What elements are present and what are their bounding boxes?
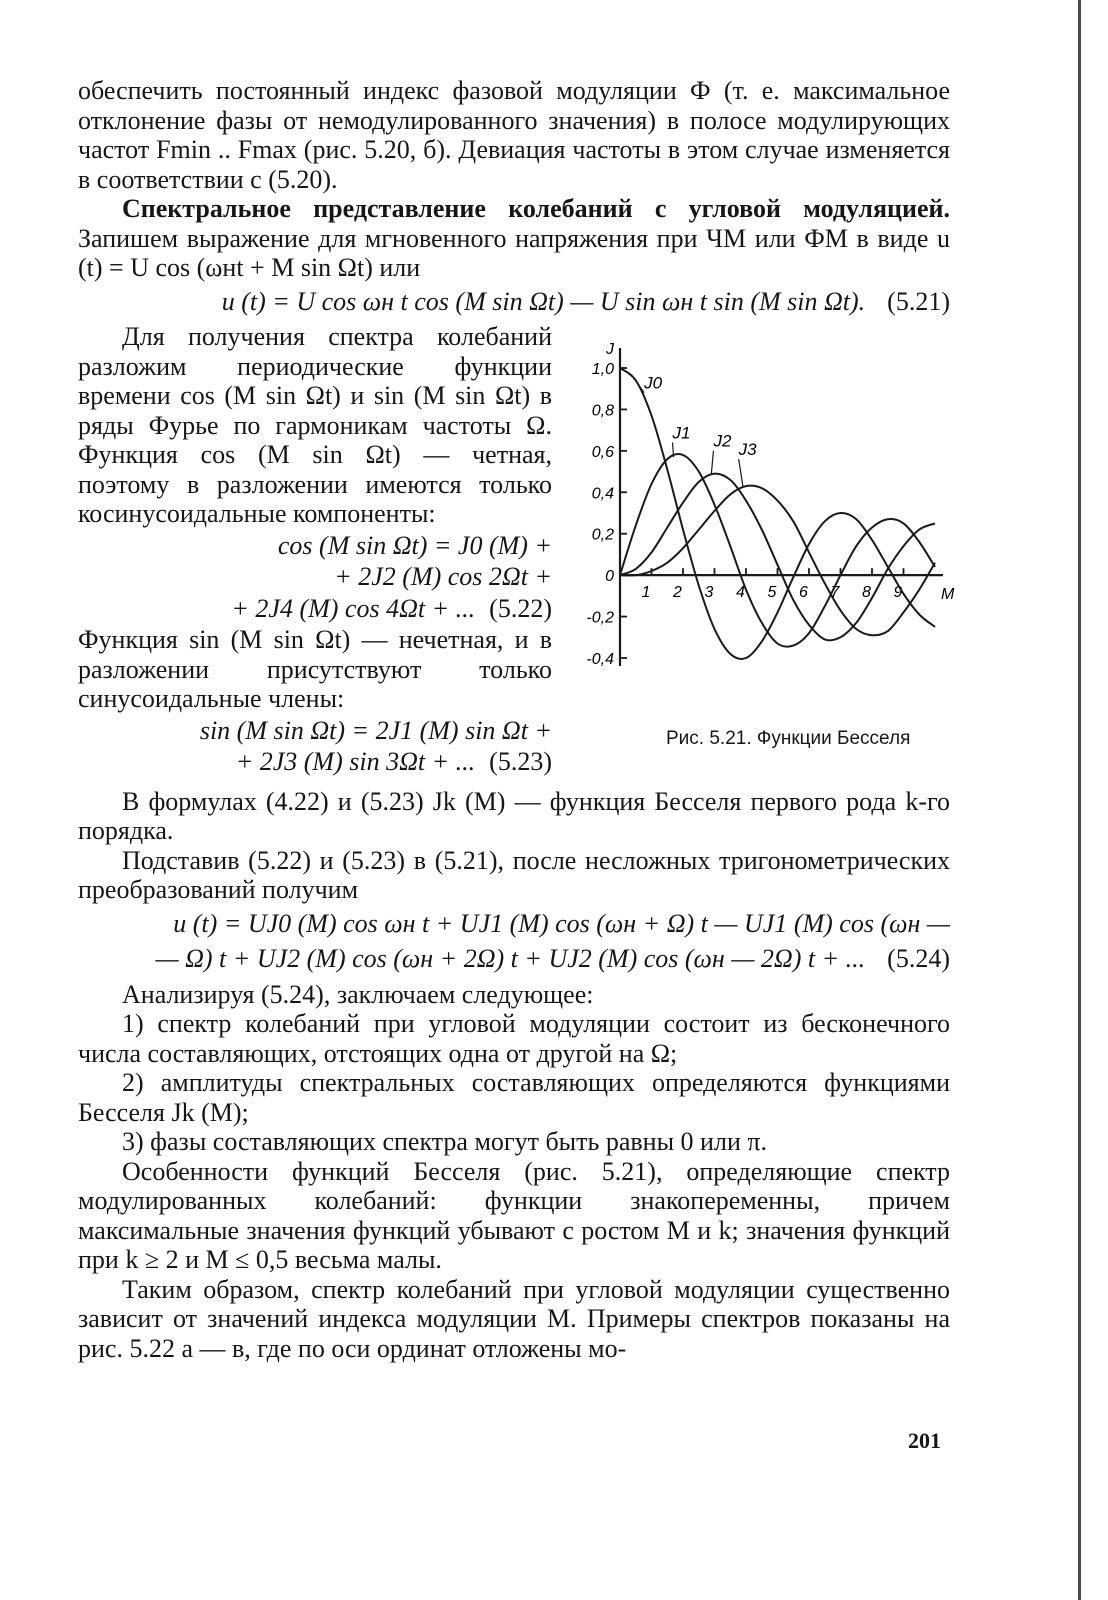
formula-5-22-line-3: + 2J4 (M) cos 4Ωt + ... (5.22) <box>231 593 552 623</box>
formula-number: (5.24) <box>887 944 950 973</box>
paragraph-1: обеспечить постоянный индекс фазовой модуляции Ф (т. е. максимальное отклонение фазы от немодулированного значения) в полосе модулирующих частот Fmin .. Fmax (рис. 5.20, б). Девиация частоты в этом случае изменяется в соответствии с (5.20). <box>78 76 950 194</box>
formula-5-22-line-2: + 2J2 (M) cos 2Ωt + <box>334 562 552 591</box>
paragraph-9: Таким образом, спектр колебаний при угловой модуляции существенно зависит от значений индекса модуляции M. Примеры спектров показаны на рис. 5.22 а — в, где по оси ординат отложены мо- <box>78 1274 950 1363</box>
paragraph-5: В формулах (4.22) и (5.23) Jk (M) — функция Бесселя первого рода k-го порядка. <box>78 786 950 845</box>
section-heading: Спектральное представление колебаний с угловой модуляцией. <box>122 194 950 223</box>
y-tick-label: 0,6 <box>591 443 614 461</box>
page-edge-line <box>1078 0 1081 1600</box>
list-item-3: 3) фазы составляющих спектра могут быть равны 0 или π. <box>122 1127 767 1156</box>
figure-bessel <box>570 328 955 758</box>
x-tick-label: 7 <box>830 584 840 602</box>
curve-label-J3: J3 <box>738 440 757 459</box>
y-tick-label: 0,2 <box>591 526 614 544</box>
formula-5-24-line-1: u (t) = UJ0 (M) cos ωн t + UJ1 (M) cos (ωн + Ω) t — UJ1 (M) cos (ωн — <box>173 908 950 938</box>
paragraph-6: Подставив (5.22) и (5.23) в (5.21), после несложных тригонометрических преобразований получим <box>78 845 950 904</box>
curve-label-J1: J1 <box>672 423 691 443</box>
paragraph-2 <box>78 194 950 283</box>
x-axis-label: M <box>941 586 955 604</box>
paragraph-2-text: Запишем выражение для мгновенного напряжения при ЧМ или ФМ в виде u (t) = U cos (ωнt + M sin Ωt) или <box>78 223 950 282</box>
x-tick-label: 6 <box>799 584 808 602</box>
formula-number: (5.21) <box>887 286 950 316</box>
x-tick-label: 8 <box>862 584 871 602</box>
page-body <box>78 76 955 1363</box>
x-tick-label: 1 <box>641 584 651 602</box>
x-tick-label: 5 <box>767 584 777 602</box>
y-tick-label: 0 <box>605 568 614 586</box>
curve-leader-line <box>711 451 713 474</box>
formula-5-21: u (t) = U cos ωн t cos (M sin Ωt) — U sin ωн t sin (M sin Ωt). (5.21) <box>221 286 950 316</box>
series-line-J1 <box>620 454 935 647</box>
x-tick-label: 4 <box>736 584 745 602</box>
series-line-J2 <box>620 474 935 641</box>
y-tick-label: -0,4 <box>586 651 614 668</box>
formula-5-23-line-2: + 2J3 (M) sin 3Ωt + ... (5.23) <box>235 747 552 776</box>
formula-number: (5.23) <box>489 747 552 776</box>
formula-5-22-line-1: cos (M sin Ωt) = J0 (M) + <box>277 530 552 560</box>
curve-leader-line <box>739 459 743 486</box>
x-tick-label: 9 <box>893 584 903 602</box>
page-number: 201 <box>908 1428 941 1453</box>
figure-caption: Рис. 5.21. Функции Бесселя <box>666 728 911 749</box>
formula-5-24-line-2: — Ω) t + UJ2 (M) cos (ωн + 2Ω) t + UJ2 (M) cos (ωн — 2Ω) t + ... (5.24) <box>155 944 950 973</box>
curve-leader-line <box>631 374 644 393</box>
curve-label-J0: J0 <box>644 373 663 393</box>
bessel-chart <box>570 328 955 718</box>
paragraph-4: Функция sin (M sin Ωt) — нечетная, и в разложении присутствуют только синусоидальные члены: <box>78 625 552 713</box>
curve-label-J2: J2 <box>713 431 732 451</box>
x-tick-label: 3 <box>704 584 714 602</box>
y-tick-label: 0,8 <box>591 402 614 420</box>
paragraph-3-text: Для получения спектра колебаний разложим периодические функции времени cos (M sin Ωt) и sin (M sin Ωt) в ряды Фурье по гармоникам частоты Ω. Функция cos (M sin Ωt) — четная, поэтому в разложении имеются только косинусоидальные компоненты: <box>78 322 552 528</box>
y-tick-label: -0,2 <box>586 609 614 627</box>
y-tick-label: 0,4 <box>591 485 614 503</box>
series-line-J0 <box>620 368 935 659</box>
y-axis-label: J <box>606 341 614 358</box>
x-tick-label: 2 <box>673 584 682 602</box>
y-tick-label: 1,0 <box>591 361 614 378</box>
formula-5-23-line-1: sin (M sin Ωt) = 2J1 (M) sin Ωt + <box>199 715 552 745</box>
paragraph-8: Особенности функций Бесселя (рис. 5.21), определяющие спектр модулированных колебаний: функции знакопеременны, причем максимальные значения функций убывают с ростом M и k; значения функций при k ≥ 2 и M ≤ 0,5 весьма малы. <box>78 1156 950 1274</box>
paragraph-7: Анализируя (5.24), заключаем следующее: <box>122 979 594 1009</box>
list-item-2: 2) амплитуды спектральных составляющих определяются функциями Бесселя Jk (M); <box>78 1068 950 1127</box>
list-item-1: 1) спектр колебаний при угловой модуляции состоит из бесконечного числа составляющих, отстоящих одна от другой на Ω; <box>78 1009 950 1068</box>
formula-number: (5.22) <box>489 593 552 623</box>
